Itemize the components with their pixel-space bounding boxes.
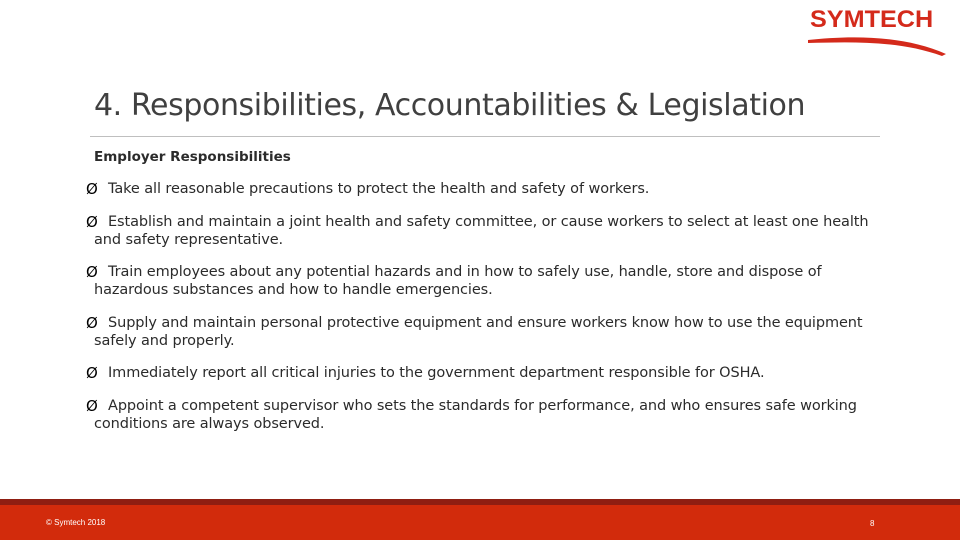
arrow-bullet-icon: Ø [86, 314, 98, 332]
bullet-text: Appoint a competent supervisor who sets the standards for performance, and who ensures safe working conditions are always observed. [94, 398, 857, 432]
slide-title: 4. Responsibilities, Accountabilities & Legislation [94, 88, 806, 123]
arrow-bullet-icon: Ø [86, 213, 98, 231]
arrow-bullet-icon: Ø [86, 263, 98, 281]
bullet-text: Train employees about any potential hazards and in how to safely use, handle, store and dispose of hazardous substances and how to handle emergencies. [94, 264, 822, 298]
page-number: 8 [870, 519, 875, 528]
bullet-item [86, 364, 884, 382]
symtech-logo [806, 4, 952, 60]
title-divider [90, 136, 880, 137]
arrow-bullet-icon: Ø [86, 364, 98, 382]
bullet-item [86, 263, 884, 299]
bullet-text: Take all reasonable precautions to protect the health and safety of workers. [108, 181, 650, 197]
bullet-text: Supply and maintain personal protective equipment and ensure workers know how to use the equipment safely and properly. [94, 315, 863, 349]
logo-text: SYMTECH [810, 6, 934, 33]
section-subtitle: Employer Responsibilities [94, 149, 291, 165]
bullet-item [86, 180, 884, 198]
bullet-text: Establish and maintain a joint health and safety committee, or cause workers to select at least one health and safety representative. [94, 214, 869, 248]
logo-swoosh-icon [806, 30, 952, 58]
arrow-bullet-icon: Ø [86, 180, 98, 198]
copyright-text: © Symtech 2018 [46, 518, 106, 527]
bullet-item [86, 397, 884, 433]
arrow-bullet-icon: Ø [86, 397, 98, 415]
bullet-item [86, 314, 884, 350]
bullet-text: Immediately report all critical injuries to the government department responsible for OSHA. [108, 365, 765, 381]
footer-bar [0, 505, 960, 540]
bullet-item [86, 213, 884, 249]
